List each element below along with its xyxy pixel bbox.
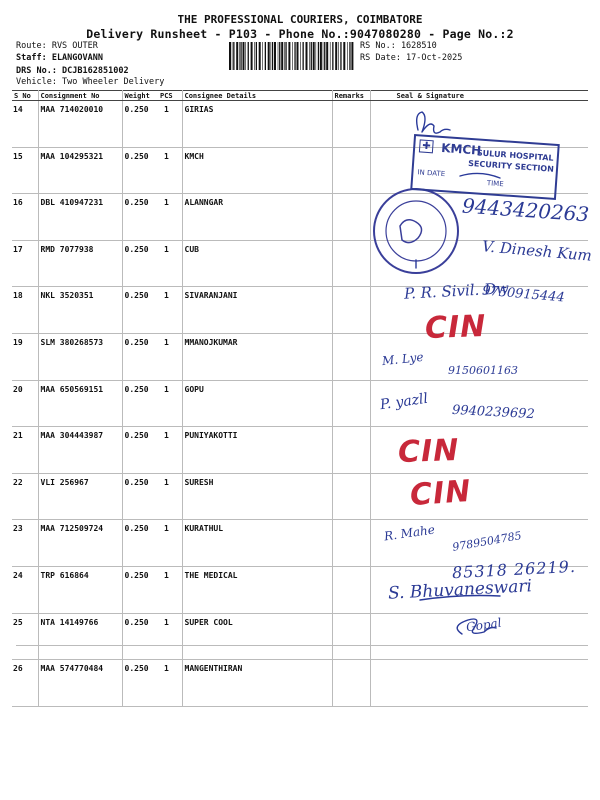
row-pcs: 1	[158, 101, 182, 148]
barcode-bar	[340, 42, 341, 70]
barcode-bar	[288, 42, 290, 70]
header-pcs: PCS	[158, 91, 182, 101]
row-remarks	[332, 240, 370, 287]
row-pcs: 1	[158, 473, 182, 520]
header-seal-signature: Seal & Signature	[370, 91, 588, 101]
barcode-bar	[349, 42, 350, 70]
barcode-bar	[316, 42, 317, 70]
row-weight: 0.250	[122, 101, 158, 148]
barcode-bar	[243, 42, 245, 70]
row-consignee: GIRIAS	[182, 101, 332, 148]
row-pcs: 1	[158, 660, 182, 707]
table-row	[12, 427, 588, 474]
barcode-bar	[311, 42, 312, 70]
cin-stamp: CIN	[408, 473, 473, 514]
row-pcs: 1	[158, 427, 182, 474]
row-remarks	[332, 287, 370, 334]
row-consignee: THE MEDICAL	[182, 566, 332, 613]
barcode-bar	[284, 42, 285, 70]
header-weight: Weight	[122, 91, 158, 101]
row-consignment: VLI 256967	[38, 473, 122, 520]
row-sno: 19	[12, 333, 38, 380]
row-consignee: SURESH	[182, 473, 332, 520]
barcode-bar	[262, 42, 263, 70]
barcode-bar	[236, 42, 238, 70]
barcode-bar	[292, 42, 293, 70]
handwritten-signature: S. Bhuvaneswari	[387, 576, 533, 604]
row-consignee: ALANNGAR	[182, 194, 332, 241]
barcode-bar	[256, 42, 257, 70]
row-weight: 0.250	[122, 660, 158, 707]
row-remarks	[332, 520, 370, 567]
handwritten-signature: Gopal	[465, 615, 503, 635]
row-sno: 20	[12, 380, 38, 427]
rs-date-label: RS Date: 17-Oct-2025	[360, 53, 463, 63]
row-consignee: SUPER COOL	[182, 613, 332, 660]
row-consignee: MMANOJKUMAR	[182, 333, 332, 380]
row-signature	[370, 660, 588, 707]
row-consignee: CUB	[182, 240, 332, 287]
row-pcs: 1	[158, 287, 182, 334]
kmch-stamp-name: KMCH	[440, 140, 482, 158]
handwritten-signature: R. Mahe	[383, 522, 436, 544]
handwritten-phone: 85318 26219.	[451, 556, 577, 583]
row-pcs: 1	[158, 240, 182, 287]
row-consignment: RMD 7077938	[38, 240, 122, 287]
barcode-bar	[318, 42, 319, 70]
handwritten-signature: P. R. Sivil. Dw	[403, 279, 510, 303]
barcode-bar	[326, 42, 328, 70]
barcode-bar	[281, 42, 283, 70]
row-weight: 0.250	[122, 240, 158, 287]
route-label: Route: RVS OUTER	[16, 41, 98, 51]
row-weight: 0.250	[122, 427, 158, 474]
barcode-bar	[351, 42, 353, 70]
kmch-stamp-in-date: IN DATE	[417, 168, 446, 179]
kmch-stamp-line2: SECURITY SECTION	[467, 158, 555, 174]
barcode-bar	[265, 42, 266, 70]
row-weight: 0.250	[122, 613, 158, 660]
barcode-bar	[332, 42, 333, 70]
row-remarks	[332, 566, 370, 613]
barcode-bar	[320, 42, 322, 70]
row-pcs: 1	[158, 380, 182, 427]
barcode-bar	[324, 42, 325, 70]
row-consignment: DBL 410947231	[38, 194, 122, 241]
barcode-bar	[313, 42, 315, 70]
barcode-bar	[239, 42, 240, 70]
row-pcs: 1	[158, 194, 182, 241]
row-pcs: 1	[158, 566, 182, 613]
row-remarks	[332, 101, 370, 148]
handwritten-phone: 9750915444	[481, 283, 566, 306]
row-sno: 22	[12, 473, 38, 520]
header-consignee: Consignee Details	[182, 91, 332, 101]
row-sno: 14	[12, 101, 38, 148]
row-sno: 23	[12, 520, 38, 567]
barcode-bar	[294, 42, 295, 70]
row-weight: 0.250	[122, 194, 158, 241]
staff-label: Staff: ELANGOVANN	[16, 53, 103, 63]
row-pcs: 1	[158, 333, 182, 380]
barcode-bar	[278, 42, 279, 70]
barcode-bar	[338, 42, 339, 70]
row-weight: 0.250	[122, 147, 158, 194]
vehicle-label: Vehicle: Two Wheeler Delivery	[16, 77, 165, 87]
row-consignee: GOPU	[182, 380, 332, 427]
row-weight: 0.250	[122, 333, 158, 380]
row-sno: 24	[12, 566, 38, 613]
row-consignee: MANGENTHIRAN	[182, 660, 332, 707]
row-sno: 16	[12, 194, 38, 241]
row-consignee: PUNIYAKOTTI	[182, 427, 332, 474]
row-remarks	[332, 613, 370, 660]
row-consignment: MAA 104295321	[38, 147, 122, 194]
kmch-security-stamp	[410, 134, 560, 200]
runsheet-title: Delivery Runsheet - P103 - Phone No.:9047080280 - Page No.:2	[86, 27, 514, 41]
barcode-bar	[274, 42, 276, 70]
row-remarks	[332, 194, 370, 241]
row-weight: 0.250	[122, 380, 158, 427]
barcode-bar	[259, 42, 261, 70]
table-header-row	[12, 91, 588, 101]
handwritten-signature: M. Lye	[381, 349, 425, 369]
table-row	[12, 473, 588, 520]
row-sno: 18	[12, 287, 38, 334]
kmch-logo: ✚	[419, 139, 434, 153]
barcode-bar	[297, 42, 299, 70]
row-consignment: MAA 714020010	[38, 101, 122, 148]
barcode-bar	[254, 42, 255, 70]
row-consignee: KURATHUL	[182, 520, 332, 567]
row-weight: 0.250	[122, 473, 158, 520]
barcode-bar	[245, 42, 246, 70]
row-consignment: MAA 712509724	[38, 520, 122, 567]
row-sno: 25	[12, 613, 38, 660]
barcode-bar	[240, 42, 241, 70]
barcode-bar	[229, 42, 231, 70]
kmch-stamp-line1: SULUR HOSPITAL	[476, 148, 554, 163]
row-signature	[370, 473, 588, 520]
row-remarks	[332, 147, 370, 194]
barcode-bar	[347, 42, 348, 70]
handwritten-phone: 9789504785	[451, 529, 523, 554]
rs-no-label: RS No.: 1628510	[360, 41, 437, 51]
row-remarks	[332, 473, 370, 520]
row-weight: 0.250	[122, 566, 158, 613]
handwritten-phone: 9150601163	[448, 364, 518, 377]
row-weight: 0.250	[122, 520, 158, 567]
row-consignment: NKL 3520351	[38, 287, 122, 334]
barcode-bar	[279, 42, 280, 70]
row-sno: 21	[12, 427, 38, 474]
header-consignment: Consignment No	[38, 91, 122, 101]
row-remarks	[332, 427, 370, 474]
row-sno: 17	[12, 240, 38, 287]
barcode-bar	[309, 42, 310, 70]
barcode-bar	[251, 42, 253, 70]
row-pcs: 1	[158, 147, 182, 194]
handwritten-signature: P. yazll	[379, 390, 429, 414]
row-consignment: SLM 380268573	[38, 333, 122, 380]
row-sno: 26	[12, 660, 38, 707]
table-row	[12, 613, 588, 660]
row-weight: 0.250	[122, 287, 158, 334]
barcode-bar	[330, 42, 331, 70]
barcode-bar	[232, 42, 233, 70]
company-title: THE PROFESSIONAL COURIERS, COIMBATORE	[177, 13, 423, 26]
barcode-bar	[303, 42, 304, 70]
handwritten-phone: 9940239692	[451, 402, 536, 423]
row-consignment: MAA 650569151	[38, 380, 122, 427]
barcode-bar	[272, 42, 273, 70]
row-remarks	[332, 660, 370, 707]
handwritten-phone: 9443420263	[461, 193, 590, 227]
barcode-bar	[285, 42, 286, 70]
barcode-bar	[271, 42, 272, 70]
cin-stamp: CIN	[424, 308, 487, 347]
barcode-bar	[233, 42, 234, 70]
kmch-stamp-time: TIME	[486, 179, 504, 189]
drs-label: DRS No.: DCJB162851002	[16, 66, 129, 76]
header-remarks: Remarks	[332, 91, 370, 101]
row-pcs: 1	[158, 520, 182, 567]
barcode-bar	[306, 42, 308, 70]
row-consignee: KMCH	[182, 147, 332, 194]
table-bottom-border	[16, 645, 588, 646]
row-remarks	[332, 333, 370, 380]
row-consignment: MAA 304443987	[38, 427, 122, 474]
barcode-bar	[268, 42, 270, 70]
handwritten-signature: V. Dinesh Kum	[481, 237, 593, 265]
barcode	[229, 42, 355, 70]
row-remarks	[332, 380, 370, 427]
row-consignment: TRP 616864	[38, 566, 122, 613]
row-pcs: 1	[158, 613, 182, 660]
barcode-bar	[343, 42, 345, 70]
barcode-bar	[248, 42, 249, 70]
header-sno: S No	[12, 91, 38, 101]
row-sno: 15	[12, 147, 38, 194]
barcode-bar	[300, 42, 301, 70]
table-row	[12, 660, 588, 707]
row-consignment: MAA 574770484	[38, 660, 122, 707]
barcode-bar	[323, 42, 324, 70]
row-consignment: NTA 14149766	[38, 613, 122, 660]
barcode-bar	[335, 42, 337, 70]
cin-stamp: CIN	[397, 432, 460, 471]
row-consignee: SIVARANJANI	[182, 287, 332, 334]
